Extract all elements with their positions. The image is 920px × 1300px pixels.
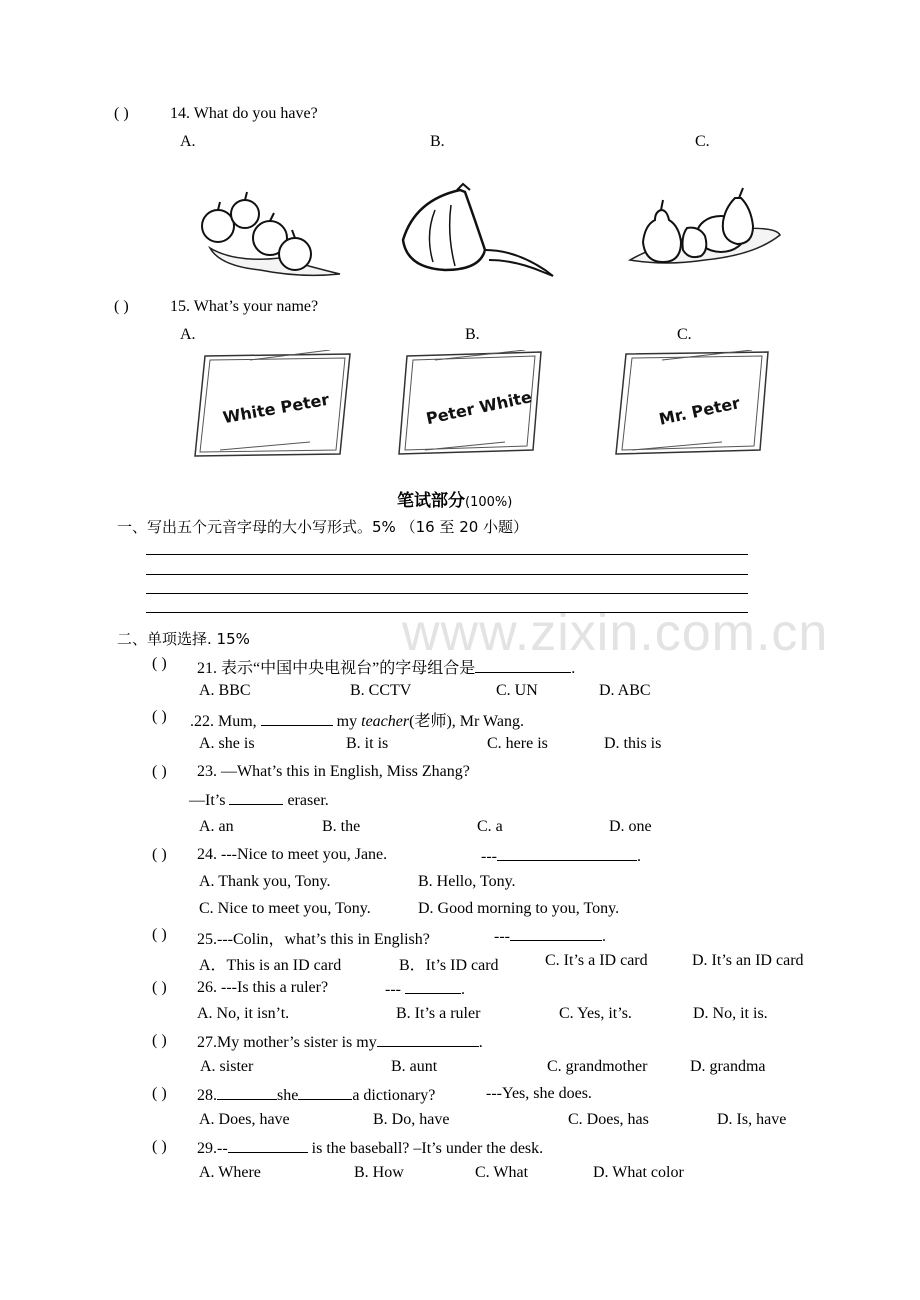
answer-bracket-26[interactable]: ( ) bbox=[152, 979, 167, 996]
answer-line-1[interactable] bbox=[146, 554, 748, 555]
question-23-reply bbox=[189, 790, 329, 810]
option-23-a[interactable]: A. an bbox=[199, 818, 234, 835]
option-29-c[interactable]: C. What bbox=[475, 1164, 529, 1181]
blank-27[interactable] bbox=[377, 1032, 479, 1047]
blank-28-b[interactable] bbox=[298, 1085, 352, 1100]
question-14-text: 14. What do you have? bbox=[170, 105, 318, 122]
option-23-c[interactable]: C. a bbox=[477, 818, 503, 835]
option-22-c[interactable]: C. here is bbox=[487, 735, 548, 752]
question-25-end: . bbox=[601, 928, 606, 945]
question-25-reply bbox=[494, 926, 606, 946]
answer-line-2[interactable] bbox=[146, 574, 748, 575]
option-label-b: B. bbox=[430, 133, 445, 150]
option-21-c[interactable]: C. UN bbox=[496, 682, 538, 699]
blank-28-a[interactable] bbox=[217, 1085, 277, 1100]
question-22-end: (老师), Mr Wang. bbox=[409, 713, 524, 730]
written-part-title bbox=[397, 486, 512, 511]
answer-bracket-27[interactable]: ( ) bbox=[152, 1032, 167, 1049]
option-21-a[interactable]: A. BBC bbox=[199, 682, 251, 699]
question-26-reply bbox=[385, 979, 465, 999]
question-27-end: . bbox=[478, 1034, 483, 1051]
question-27 bbox=[197, 1032, 483, 1052]
option-27-b[interactable]: B. aunt bbox=[391, 1058, 438, 1075]
blank-26[interactable] bbox=[405, 979, 461, 994]
answer-bracket-28[interactable]: ( ) bbox=[152, 1085, 167, 1102]
question-26-reply-dash: --- bbox=[385, 981, 405, 998]
blank-25[interactable] bbox=[510, 926, 602, 941]
written-title-text: 笔试部分 bbox=[397, 491, 465, 511]
option-29-b[interactable]: B. How bbox=[354, 1164, 404, 1181]
name-card-c[interactable] bbox=[612, 350, 772, 458]
question-28-reply: ---Yes, she does. bbox=[486, 1085, 592, 1102]
option-21-d[interactable]: D. ABC bbox=[599, 682, 651, 699]
question-25-reply-dash: --- bbox=[494, 928, 510, 945]
question-25-text: 25.---Colin，what’s this in English? bbox=[197, 931, 430, 948]
question-21-text: 21. 表示“中国中央电视台”的字母组合是 bbox=[197, 660, 476, 677]
option-26-b[interactable]: B. It’s a ruler bbox=[396, 1005, 481, 1022]
option-26-c[interactable]: C. Yes, it’s. bbox=[559, 1005, 632, 1022]
question-29-number: 29.-- bbox=[197, 1140, 228, 1157]
answer-bracket-14[interactable]: ( ) bbox=[114, 105, 129, 122]
option-21-b[interactable]: B. CCTV bbox=[350, 682, 412, 699]
option-22-a[interactable]: A. she is bbox=[199, 735, 255, 752]
blank-21[interactable] bbox=[475, 658, 571, 673]
question-24-reply bbox=[481, 846, 641, 866]
question-21 bbox=[197, 655, 575, 678]
option-label-a: A. bbox=[180, 326, 196, 343]
question-28 bbox=[197, 1085, 435, 1105]
answer-bracket-25[interactable]: ( ) bbox=[152, 926, 167, 943]
option-label-a: A. bbox=[180, 133, 196, 150]
question-22-mid: my bbox=[332, 713, 362, 730]
question-28-she: she bbox=[277, 1087, 299, 1104]
question-27-text: 27.My mother’s sister is my bbox=[197, 1034, 377, 1051]
pears-picture[interactable] bbox=[625, 180, 785, 280]
option-label-c: C. bbox=[695, 133, 710, 150]
blank-23[interactable] bbox=[229, 790, 283, 805]
question-24-text: 24. ---Nice to meet you, Jane. bbox=[197, 846, 388, 863]
answer-bracket-21[interactable]: ( ) bbox=[152, 655, 167, 672]
apples-picture[interactable] bbox=[190, 188, 345, 283]
option-28-d[interactable]: D. Is, have bbox=[717, 1111, 787, 1128]
section-2-heading: 二、单项选择. 15% bbox=[117, 630, 250, 648]
section-1-heading: 一、写出五个元音字母的大小写形式。5% （16 至 20 小题） bbox=[117, 518, 529, 536]
option-label-c: C. bbox=[677, 326, 692, 343]
bananas-picture[interactable] bbox=[385, 180, 560, 280]
question-22 bbox=[190, 708, 524, 731]
option-23-d[interactable]: D. one bbox=[609, 818, 652, 835]
option-27-d[interactable]: D. grandma bbox=[690, 1058, 766, 1075]
answer-line-4[interactable] bbox=[146, 612, 748, 613]
blank-29[interactable] bbox=[228, 1138, 308, 1153]
question-24-reply-dash: --- bbox=[481, 848, 497, 865]
option-26-a[interactable]: A. No, it isn’t. bbox=[197, 1005, 290, 1022]
option-22-d[interactable]: D. this is bbox=[604, 735, 662, 752]
question-23-text: 23. —What’s this in English, Miss Zhang? bbox=[197, 763, 470, 780]
option-24-c[interactable]: C. Nice to meet you, Tony. bbox=[199, 900, 371, 917]
option-27-a[interactable]: A. sister bbox=[200, 1058, 254, 1075]
option-28-b[interactable]: B. Do, have bbox=[373, 1111, 450, 1128]
option-26-d[interactable]: D. No, it is. bbox=[693, 1005, 768, 1022]
question-28-number: 28. bbox=[197, 1087, 217, 1104]
answer-bracket-15[interactable]: ( ) bbox=[114, 298, 129, 315]
option-23-b[interactable]: B. the bbox=[322, 818, 361, 835]
option-22-b[interactable]: B. it is bbox=[346, 735, 389, 752]
answer-line-3[interactable] bbox=[146, 593, 748, 594]
option-28-a[interactable]: A. Does, have bbox=[199, 1111, 290, 1128]
watermark: www.zixin.com.cn bbox=[402, 604, 829, 662]
option-24-a[interactable]: A. Thank you, Tony. bbox=[199, 873, 331, 890]
question-22-italic: teacher bbox=[361, 713, 410, 730]
option-24-d[interactable]: D. Good morning to you, Tony. bbox=[418, 900, 620, 917]
answer-bracket-24[interactable]: ( ) bbox=[152, 846, 167, 863]
option-29-d[interactable]: D. What color bbox=[593, 1164, 684, 1181]
question-24-end: . bbox=[636, 848, 641, 865]
name-card-a[interactable] bbox=[190, 350, 355, 458]
option-28-c[interactable]: C. Does, has bbox=[568, 1111, 649, 1128]
option-25-c[interactable]: C. It’s a ID card bbox=[545, 952, 648, 969]
question-28-text: a dictionary? bbox=[352, 1087, 436, 1104]
option-25-b[interactable]: B．It’s ID card bbox=[399, 957, 499, 974]
question-26-end: . bbox=[460, 981, 465, 998]
card-name-c: Mr. Peter bbox=[657, 393, 742, 429]
option-27-c[interactable]: C. grandmother bbox=[547, 1058, 648, 1075]
question-29 bbox=[197, 1138, 543, 1158]
option-25-d[interactable]: D. It’s an ID card bbox=[692, 952, 804, 969]
question-15-text: 15. What’s your name? bbox=[170, 298, 319, 315]
card-name-b: Peter White bbox=[424, 387, 534, 429]
question-29-text: is the baseball? –It’s under the desk. bbox=[307, 1140, 544, 1157]
option-29-a[interactable]: A. Where bbox=[199, 1164, 261, 1181]
option-label-b: B. bbox=[465, 326, 480, 343]
answer-bracket-23[interactable]: ( ) bbox=[152, 763, 167, 780]
option-25-a[interactable]: A．This is an ID card bbox=[199, 957, 342, 974]
question-26-text: 26. ---Is this a ruler? bbox=[197, 979, 329, 996]
name-card-b[interactable] bbox=[395, 350, 545, 458]
written-score: (100%) bbox=[465, 495, 513, 510]
option-24-b[interactable]: B. Hello, Tony. bbox=[418, 873, 516, 890]
answer-bracket-29[interactable]: ( ) bbox=[152, 1138, 167, 1155]
card-name-a: White Peter bbox=[221, 389, 331, 428]
answer-bracket-22[interactable]: ( ) bbox=[152, 708, 167, 725]
question-21-end: . bbox=[571, 660, 576, 677]
blank-22[interactable] bbox=[261, 711, 333, 726]
question-23-reply-start: —It’s bbox=[189, 792, 230, 809]
question-23-reply-end: eraser. bbox=[283, 792, 329, 809]
question-22-text: .22. Mum, bbox=[190, 713, 261, 730]
blank-24[interactable] bbox=[497, 846, 637, 861]
